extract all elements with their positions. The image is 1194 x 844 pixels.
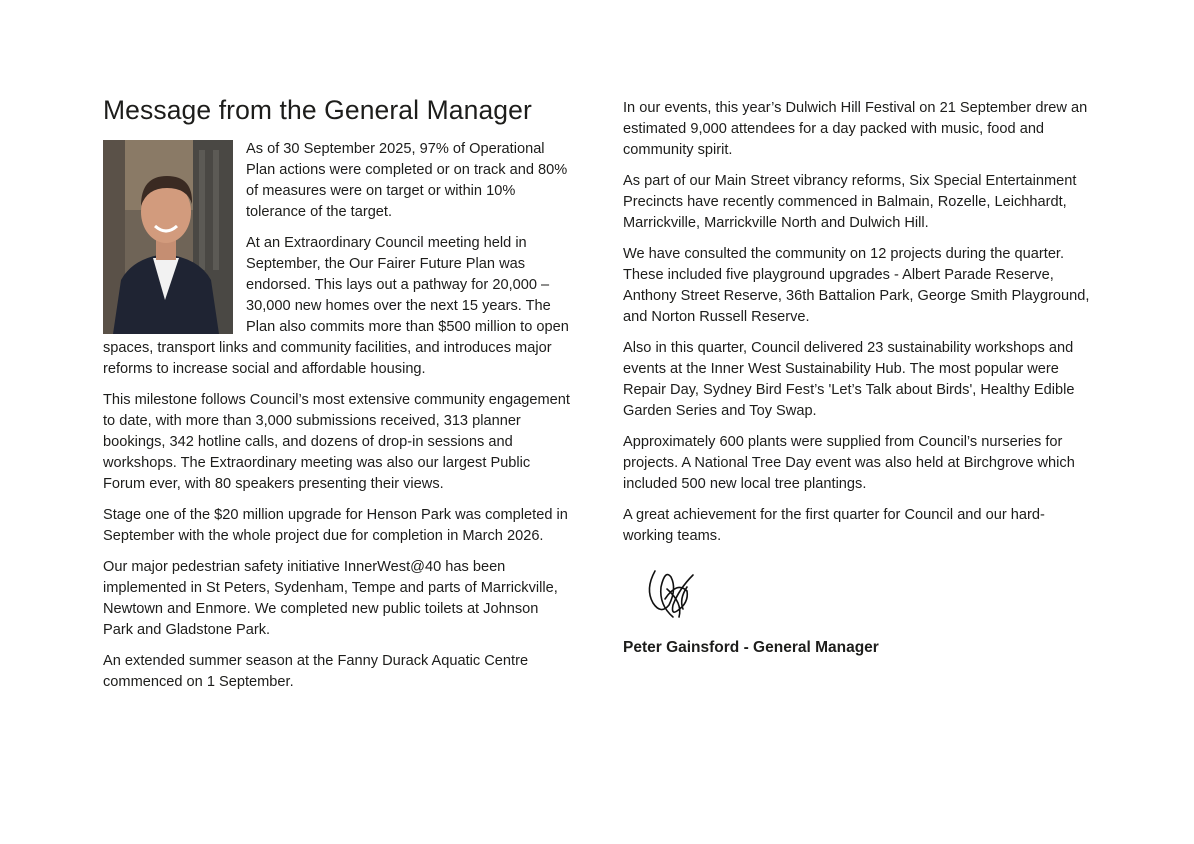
right-column (623, 98, 1093, 659)
paragraph: Also in this quarter, Council delivered 23 sustainability workshops and events at the Inner West Sustainability Hub. The most popular were Repair Day, Sydney Bird Fest’s 'Let’s Talk about Birds', Healthy Edible Garden Series and Toy Swap. (623, 340, 1075, 419)
handwritten-signature (643, 559, 703, 629)
paragraph: This milestone follows Council’s most extensive community engagement to date, with more than 3,000 submissions received, 313 planner bookings, 342 hotline calls, and dozens of drop-in sessions and workshops. The Extraordinary meeting was also our largest Public Forum ever, with 80 speakers presenting their views. (103, 392, 570, 492)
paragraph: At an Extraordinary Council meeting held in September, the Our Fairer Future Plan was endorsed. This lays out a pathway for 20,000 – 30,000 new homes over the next 15 years. The Plan also commits more than $500 million to open spaces, transport links and community facilities, and introduces major reforms to increase social and affordable housing. (103, 235, 569, 377)
paragraph: A great achievement for the first quarter for Council and our hard-working teams. (623, 507, 1045, 544)
left-column (103, 92, 571, 703)
person-portrait (103, 140, 233, 334)
paragraph: An extended summer season at the Fanny Durack Aquatic Centre commenced on 1 September. (103, 653, 529, 690)
paragraph: Approximately 600 plants were supplied from Council’s nurseries for projects. A National Tree Day event was also held at Birchgrove which included 500 new local tree plantings. (623, 434, 1075, 492)
paragraph: We have consulted the community on 12 projects during the quarter. These included five playground upgrades - Albert Parade Reserve, Anthony Street Reserve, 36th Battalion Park, George Smith Playground, and Norton Russell Reserve. (623, 246, 1090, 325)
signature-icon (643, 559, 703, 629)
page-title: Message from the General Manager (103, 95, 532, 125)
paragraph: Stage one of the $20 million upgrade for Henson Park was completed in September with the whole project due for completion in March 2026. (103, 507, 568, 544)
paragraph: As part of our Main Street vibrancy reforms, Six Special Entertainment Precincts have recently commenced in Balmain, Rozelle, Leichhardt, Marrickville, Marrickville North and Dulwich Hill. (623, 173, 1077, 231)
paragraph: As of 30 September 2025, 97% of Operational Plan actions were completed or on track and 80% of measures were on target or within 10% tolerance of the target. (246, 141, 568, 220)
paragraph: In our events, this year’s Dulwich Hill Festival on 21 September drew an estimated 9,000 attendees for a day packed with music, food and community spirit. (623, 100, 1088, 158)
portrait-graphic (103, 140, 233, 334)
paragraph: Our major pedestrian safety initiative InnerWest@40 has been implemented in St Peters, Sydenham, Tempe and parts of Marrickville, Newtown and Enmore. We completed new public toilets at Johnson Park and Gladstone Park. (103, 559, 558, 638)
signer-name: Peter Gainsford - General Manager (623, 639, 879, 656)
